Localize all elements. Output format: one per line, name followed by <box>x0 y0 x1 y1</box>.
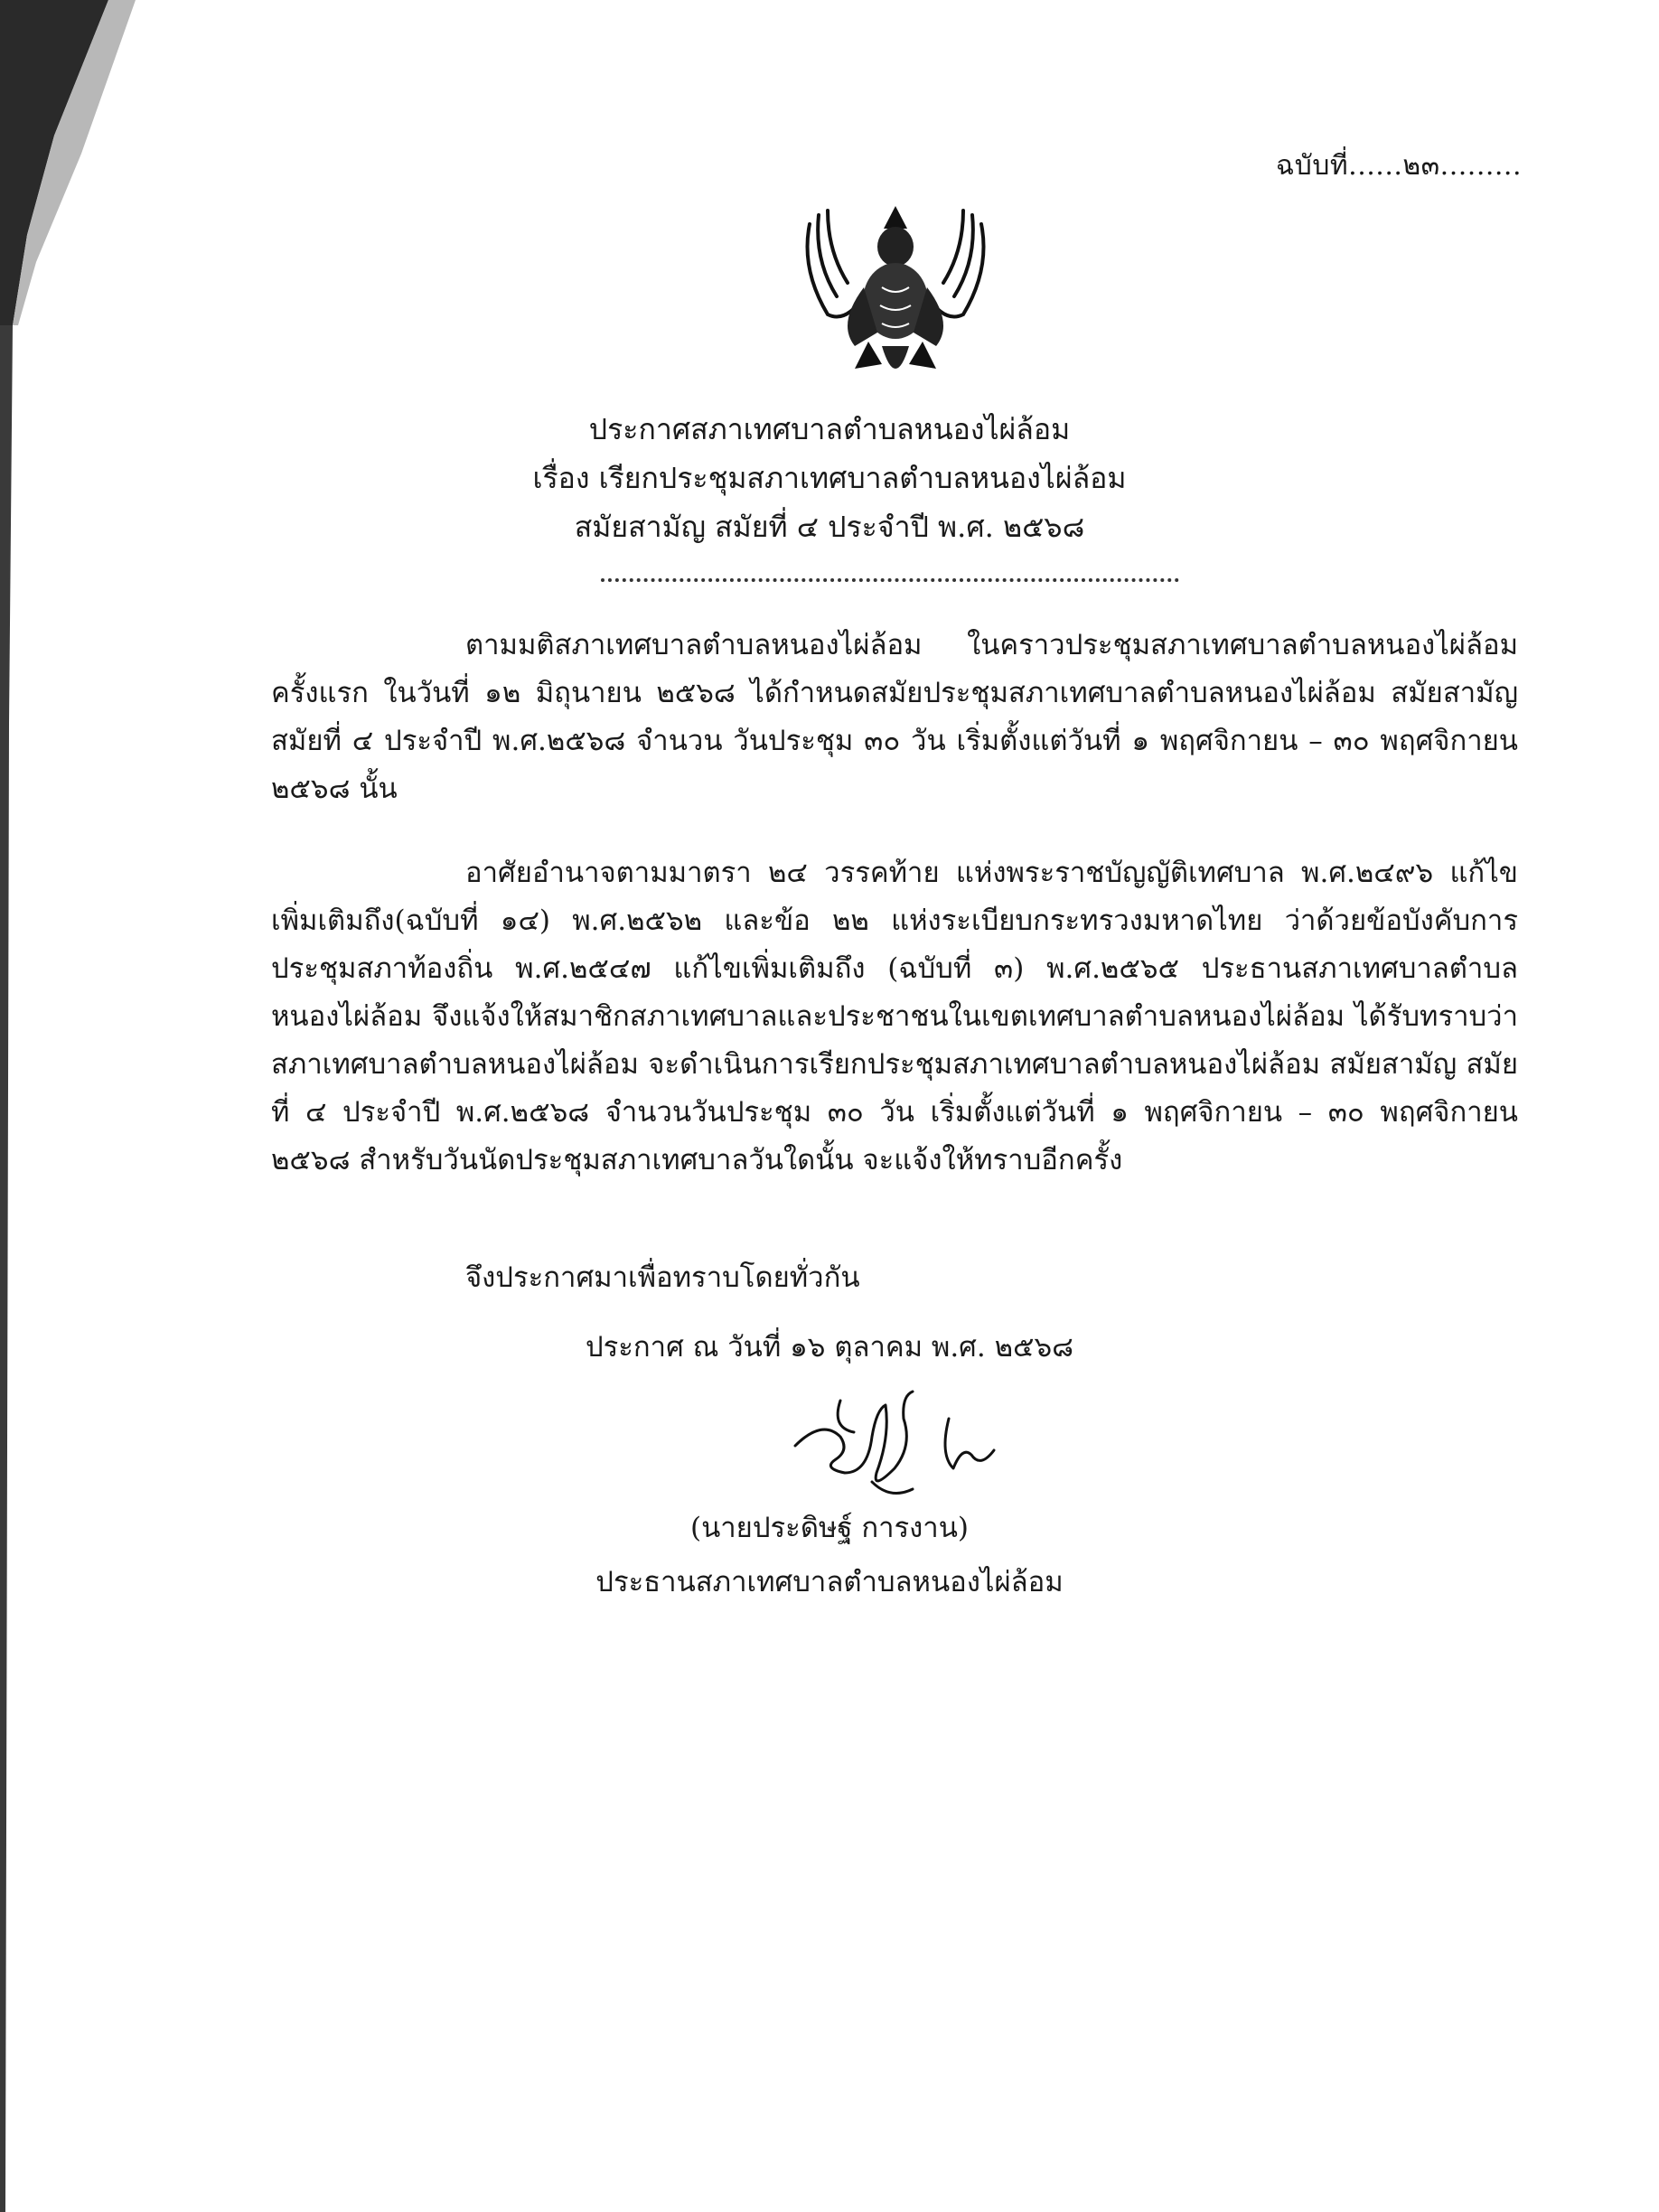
body-paragraph-2: อาศัยอำนาจตามมาตรา ๒๔ วรรคท้าย แห่งพระราชบัญญัติเทศบาล พ.ศ.๒๔๙๖ แก้ไขเพิ่มเติมถึง(ฉบับที่ ๑๔) พ.ศ.๒๕๖๒ และข้อ ๒๒ แห่งระเบียบกระทรวงมหาดไทย ว่าด้วยข้อบังคับการประชุมสภาท้องถิ่น พ.ศ.๒๕๔๗ แก้ไขเพิ่มเติมถึง (ฉบับที่ ๓) พ.ศ.๒๕๖๕ ประธานสภาเทศบาลตำบลหนองไผ่ล้อม จึงแจ้งให้สมาชิกสภาเทศบาลและประชาชนในเขตเทศบาลตำบลหนองไผ่ล้อม ได้รับทราบว่าสภาเทศบาลตำบลหนองไผ่ล้อม จะดำเนินการเรียกประชุมสภาเทศบาลตำบลหนองไผ่ล้อม สมัยสามัญ สมัยที่ ๔ ประจำปี พ.ศ.๒๕๖๘ จำนวนวันประชุม ๓๐ วัน เริ่มตั้งแต่วันที่ ๑ พฤศจิกายน – ๓๐ พฤศจิกายน ๒๕๖๘ สำหรับวันนัดประชุมสภาเทศบาลวันใดนั้น จะแจ้งให้ทราบอีกครั้ง <box>271 857 1518 1176</box>
signer-name: (นายประดิษฐ์ การงาน) <box>689 1512 970 1544</box>
document-number: ฉบับที่......๒๓......... <box>1275 150 1522 182</box>
garuda-emblem-icon <box>792 188 999 396</box>
body-paragraph-1: ตามมติสภาเทศบาลตำบลหนองไผ่ล้อม ในคราวประชุมสภาเทศบาลตำบลหนองไผ่ล้อม ครั้งแรก ในวันที่ ๑๒ มิถุนายน ๒๕๖๘ ได้กำหนดสมัยประชุมสภาเทศบาลตำบลหนองไผ่ล้อม สมัยสามัญ สมัยที่ ๔ ประจำปี พ.ศ.๒๕๖๘ จำนวน วันประชุม ๓๐ วัน เริ่มตั้งแต่วันที่ ๑ พฤศจิกายน – ๓๐ พฤศจิกายน ๒๕๖๘ นั้น <box>271 629 1518 805</box>
signer-title: ประธานสภาเทศบาลตำบลหนองไผ่ล้อม <box>595 1566 1064 1598</box>
announcement-session: สมัยสามัญ สมัยที่ ๔ ประจำปี พ.ศ. ๒๕๖๘ <box>574 510 1085 544</box>
closing-statement: จึงประกาศมาเพื่อทราบโดยทั่วกัน <box>465 1261 860 1294</box>
announcement-header <box>0 405 1659 551</box>
dotted-separator <box>601 578 1179 582</box>
announcement-title: ประกาศสภาเทศบาลตำบลหนองไผ่ล้อม <box>588 412 1071 446</box>
announcement-subject: เรื่อง เรียกประชุมสภาเทศบาลตำบลหนองไผ่ล้อม <box>532 461 1127 495</box>
announcement-date: ประกาศ ณ วันที่ ๑๖ ตุลาคม พ.ศ. ๒๕๖๘ <box>585 1331 1074 1364</box>
signature-mark <box>786 1382 1003 1504</box>
